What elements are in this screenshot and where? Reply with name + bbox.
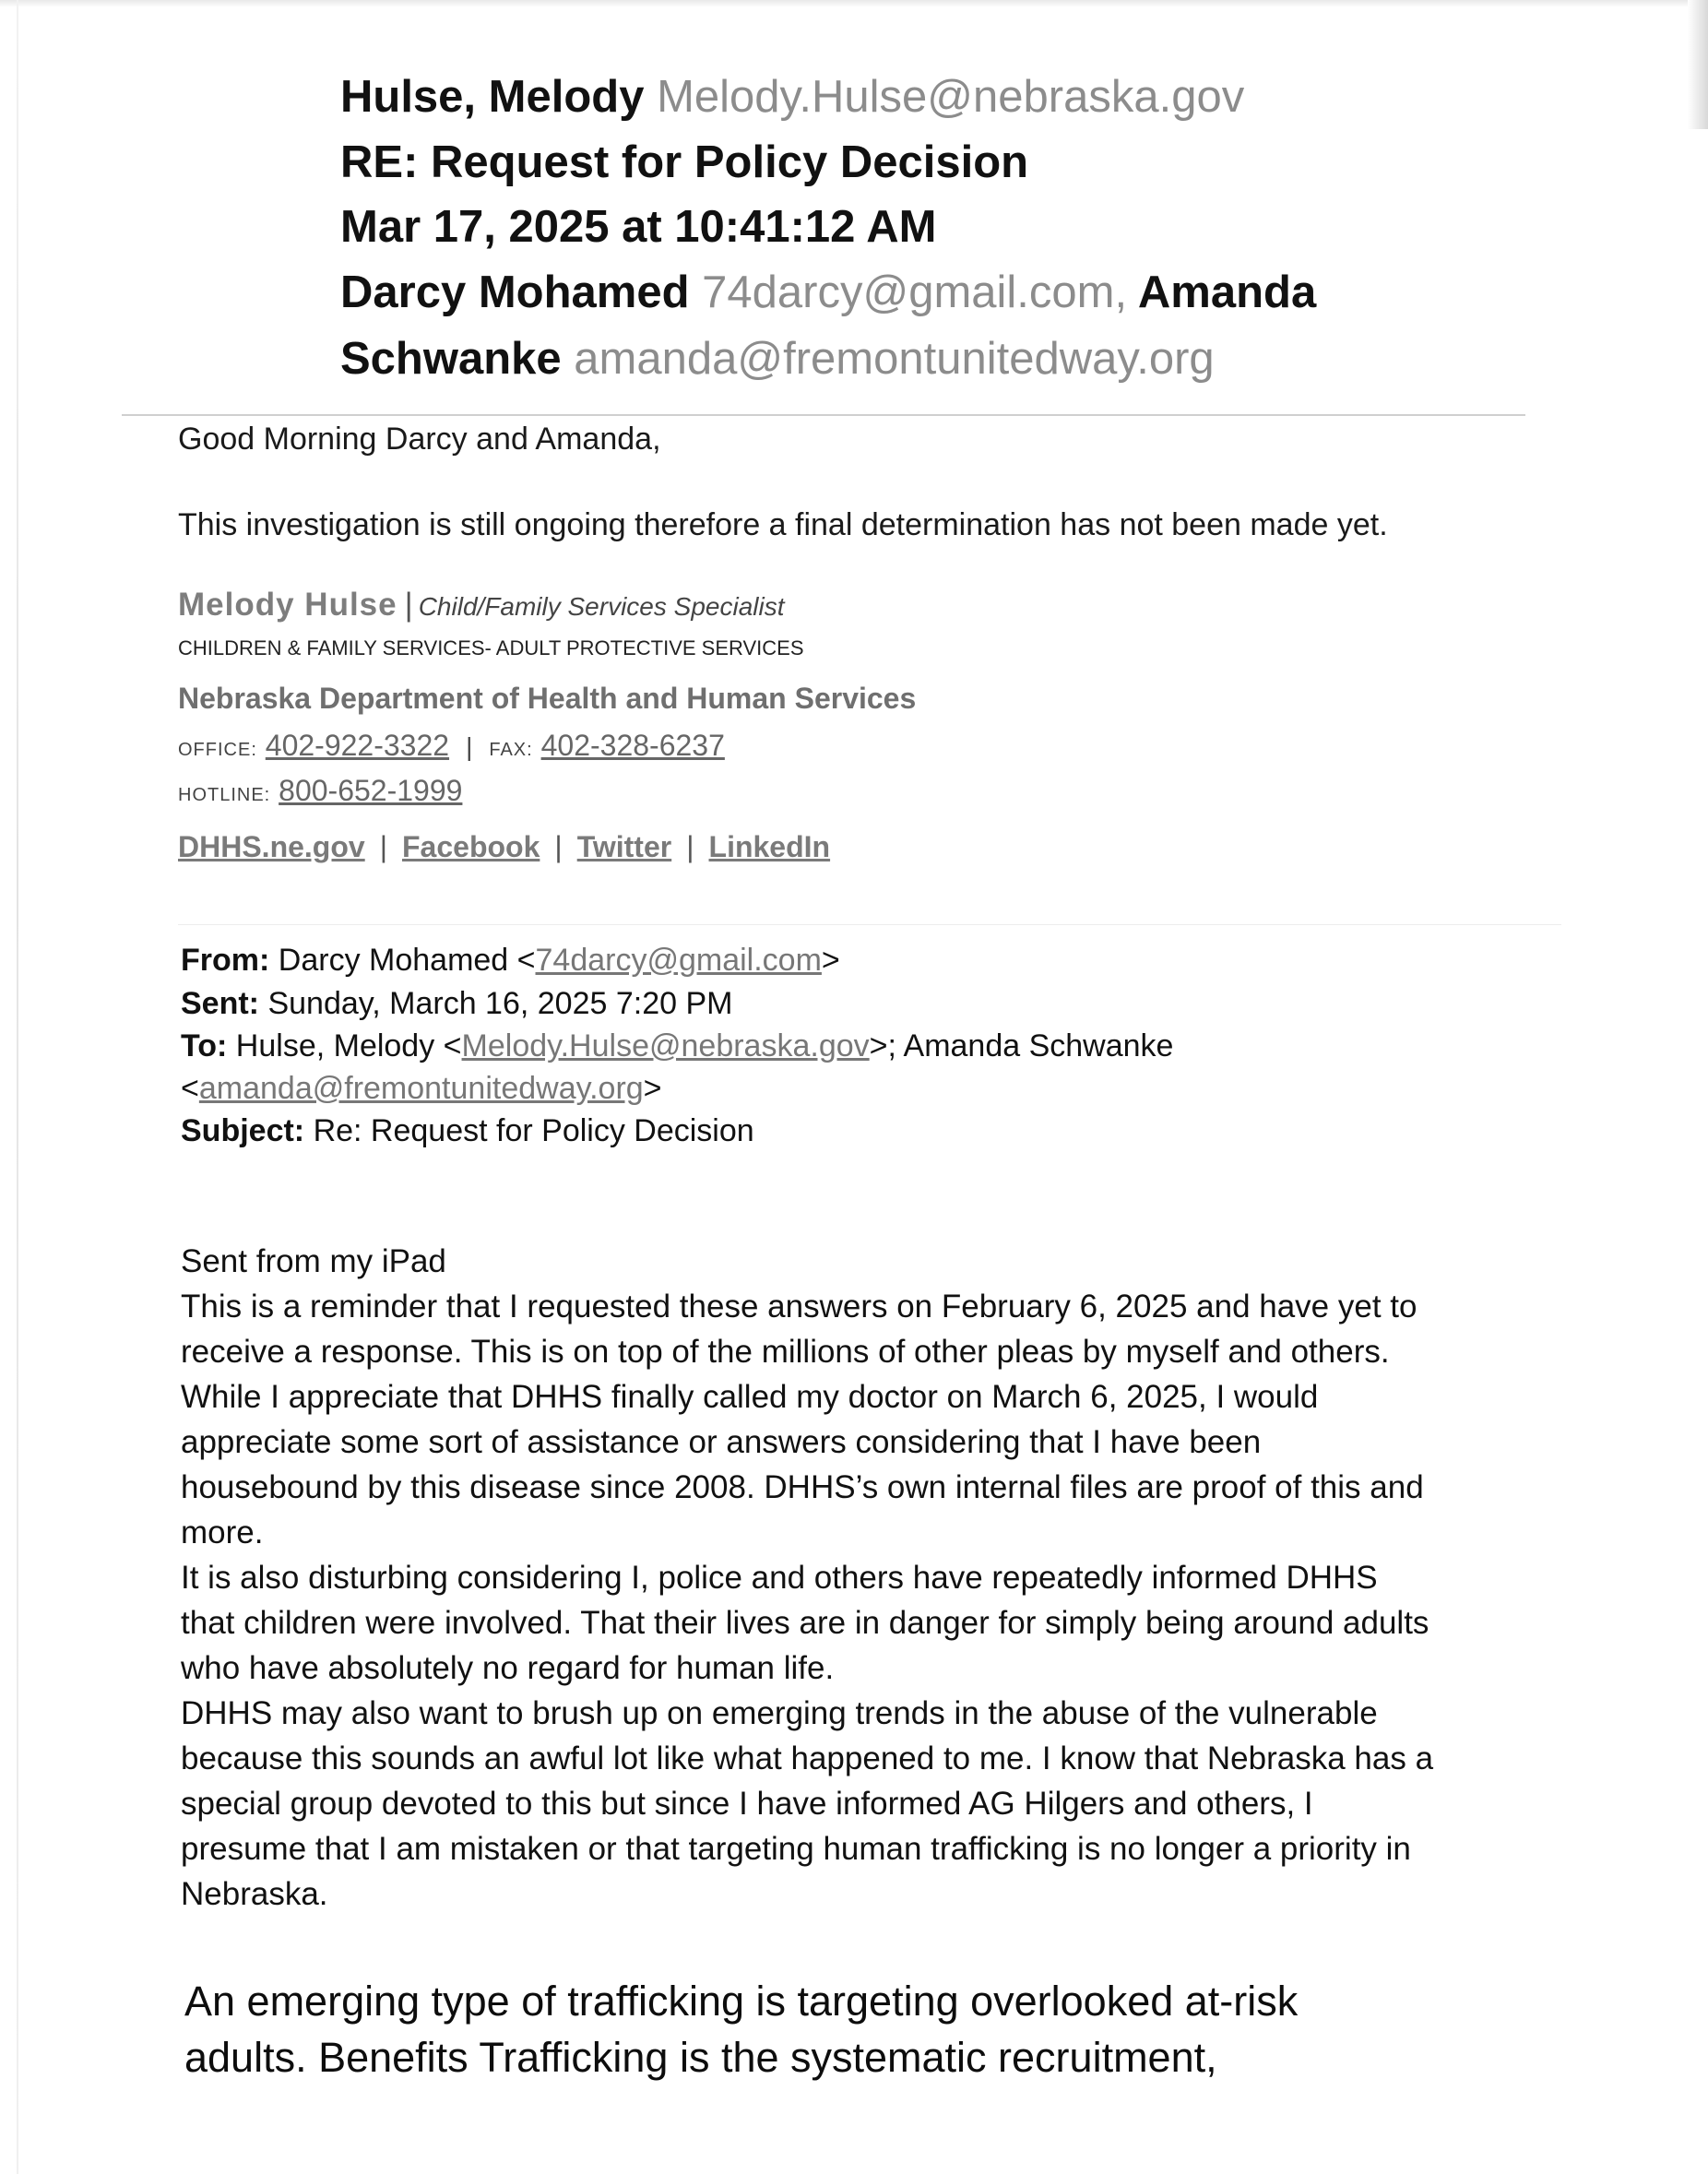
dhhs-website-link[interactable]: DHHS.ne.gov [178, 830, 365, 863]
body-line: appreciate some sort of assistance or answers considering that I have been [181, 1424, 1262, 1460]
email-subject: RE: Request for Policy Decision [340, 137, 1029, 187]
quoted-to-close: > [643, 1071, 662, 1106]
quoted-to-email-2[interactable]: amanda@fremontunitedway.org [198, 1071, 644, 1106]
recipient-name-1: Darcy Mohamed [340, 267, 690, 317]
quoted-to-open: < [181, 1071, 199, 1106]
quoted-sent-date: Sunday, March 16, 2025 7:20 PM [267, 986, 733, 1021]
signature-organization: Nebraska Department of Health and Human Services [178, 682, 917, 715]
hotline-phone-link[interactable]: 800-652-1999 [279, 774, 463, 807]
quoted-to-line [181, 1025, 1173, 1067]
sender-name: Hulse, Melody [340, 72, 645, 122]
quoted-subject-line [181, 1110, 754, 1152]
recipients-line-1 [340, 265, 1316, 320]
quote-block-line: An emerging type of trafficking is targeting overlooked at-risk [184, 1978, 1299, 2025]
body-line: Sent from my iPad [181, 1243, 446, 1279]
signature-separator: | [404, 587, 413, 623]
quoted-from-close: > [821, 943, 840, 978]
sender-email[interactable]: Melody.Hulse@nebraska.gov [657, 72, 1245, 122]
body-line: that children were involved. That their lives are in danger for simply being around adults [181, 1605, 1429, 1641]
quoted-to-label: To: [181, 1028, 228, 1063]
signature-name: Melody Hulse [178, 587, 397, 623]
linkedin-link[interactable]: LinkedIn [708, 830, 831, 863]
body-line: receive a response. This is on top of the millions of other pleas by myself and others. [181, 1334, 1390, 1370]
body-line: Nebraska. [181, 1876, 328, 1912]
header-divider [122, 414, 1525, 416]
quoted-to-line-cont [181, 1067, 662, 1110]
scan-top-shadow [0, 0, 1708, 7]
phone-separator: | [466, 732, 473, 761]
quoted-to-rest: >; Amanda Schwanke [869, 1028, 1174, 1063]
office-phone-link[interactable]: 402-922-3322 [265, 729, 450, 762]
quoted-to-name: Hulse, Melody < [235, 1028, 462, 1063]
links-separator: | [554, 830, 563, 863]
quoted-to-email[interactable]: Melody.Hulse@nebraska.gov [461, 1028, 870, 1063]
quoted-from-name: Darcy Mohamed < [278, 943, 536, 978]
body-line: This is a reminder that I requested these answers on February 6, 2025 and have yet to [181, 1289, 1417, 1325]
body-line: who have absolutely no regard for human life. [181, 1650, 835, 1686]
signature-phone-line [178, 729, 725, 763]
body-line: While I appreciate that DHHS finally called my doctor on March 6, 2025, I would [181, 1379, 1319, 1415]
body-line: It is also disturbing considering I, police and others have repeatedly informed DHHS [181, 1560, 1378, 1596]
reply-message: This investigation is still ongoing therefore a final determination has not been made yet. [178, 507, 1388, 542]
quoted-sent-line [181, 982, 732, 1025]
links-separator: | [686, 830, 694, 863]
page-right-edge-shadow [1688, 0, 1708, 129]
quoted-subject: Re: Request for Policy Decision [313, 1113, 754, 1148]
hotline-label: HOTLINE: [178, 785, 271, 805]
body-line: special group devoted to this but since I have informed AG Hilgers and others, I [181, 1786, 1313, 1822]
header-from-value [340, 69, 1244, 125]
quoted-from-label: From: [181, 943, 270, 978]
recipient-name-2-first: Amanda [1137, 267, 1317, 317]
quoted-sent-label: Sent: [181, 986, 259, 1021]
reply-greeting: Good Morning Darcy and Amanda, [178, 422, 661, 457]
signature-hotline-line [178, 774, 462, 808]
quote-block-line: adults. Benefits Trafficking is the systematic recruitment, [184, 2034, 1217, 2081]
quoted-from-email[interactable]: 74darcy@gmail.com [535, 943, 822, 978]
body-line: DHHS may also want to brush up on emerging trends in the abuse of the vulnerable [181, 1695, 1378, 1731]
recipients-line-2 [340, 331, 1215, 386]
quoted-divider [178, 924, 1561, 925]
recipient-email-2[interactable]: amanda@fremontunitedway.org [574, 334, 1215, 384]
signature-title: Child/Family Services Specialist [418, 592, 785, 621]
fax-label: FAX: [489, 740, 533, 760]
quoted-from-line [181, 939, 840, 981]
links-separator: | [379, 830, 387, 863]
quoted-subject-label: Subject: [181, 1113, 305, 1148]
facebook-link[interactable]: Facebook [402, 830, 540, 863]
page-left-edge [17, 0, 18, 2174]
body-line: more. [181, 1515, 264, 1550]
twitter-link[interactable]: Twitter [576, 830, 672, 863]
body-line: housebound by this disease since 2008. DHHS’s own internal files are proof of this and [181, 1469, 1424, 1505]
signature-links [178, 830, 830, 864]
email-date: Mar 17, 2025 at 10:41:12 AM [340, 202, 937, 252]
signature-name-line [178, 587, 785, 624]
signature-department: CHILDREN & FAMILY SERVICES- ADULT PROTECTIVE SERVICES [178, 636, 804, 659]
body-line: because this sounds an awful lot like what happened to me. I know that Nebraska has a [181, 1740, 1434, 1776]
office-label: OFFICE: [178, 740, 257, 760]
recipient-email-1[interactable]: 74darcy@gmail.com, [702, 267, 1128, 317]
fax-phone-link[interactable]: 402-328-6237 [540, 729, 725, 762]
body-line: presume that I am mistaken or that targeting human trafficking is no longer a priority in [181, 1831, 1411, 1867]
recipient-name-2-last: Schwanke [340, 334, 562, 384]
